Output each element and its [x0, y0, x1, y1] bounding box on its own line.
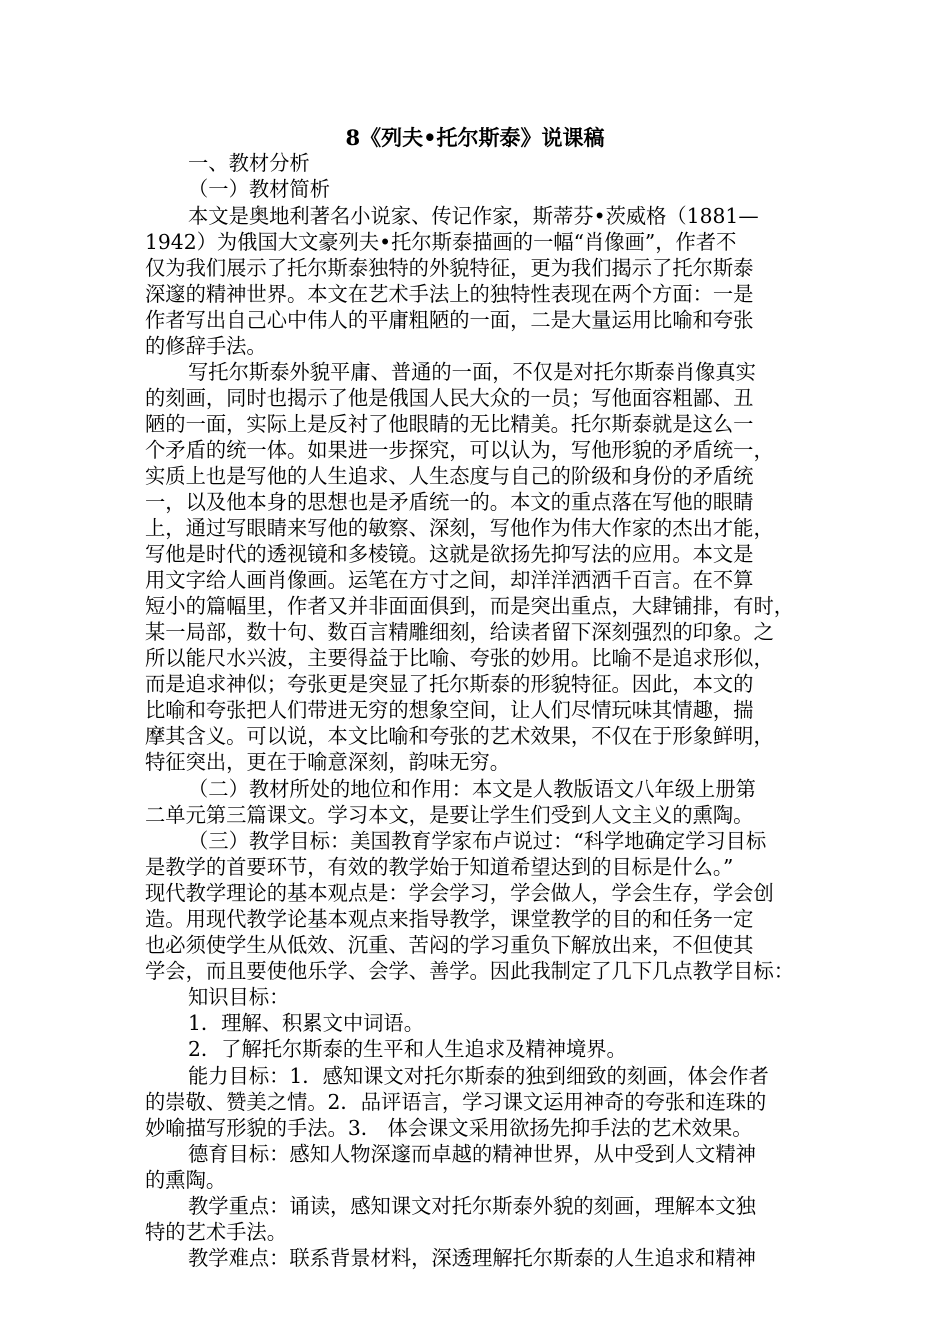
- list-item: 2．了解托尔斯泰的生平和人生追求及精神境界。: [188, 1037, 627, 1061]
- paragraph-line: 德育目标：感知人物深邃而卓越的精神世界，从中受到人文精神: [188, 1142, 756, 1166]
- paragraph-line: 写他是时代的透视镜和多棱镜。这就是欲扬先抑写法的应用。本文是: [145, 542, 754, 566]
- paragraph-line: 比喻和夸张把人们带进无穷的想象空间，让人们尽情玩味其情趣，揣: [145, 698, 754, 722]
- paragraph-line: 的刻画，同时也揭示了他是俄国人民大众的一员；写他面容粗鄙、丑: [145, 386, 754, 410]
- paragraph-line: 一，以及他本身的思想也是矛盾统一的。本文的重点落在写他的眼睛: [145, 490, 754, 514]
- paragraph-line: 1942）为俄国大文豪列夫•托尔斯泰描画的一幅“肖像画”，作者不: [145, 230, 737, 254]
- paragraph-line: 造。用现代教学论基本观点来指导教学，课堂教学的目的和任务一定: [145, 907, 754, 931]
- paragraph-line: 摩其含义。可以说，本文比喻和夸张的艺术效果，不仅在于形象鲜明，: [145, 724, 774, 748]
- paragraph-line: 实质上也是写他的人生追求、人生态度与自己的阶级和身份的矛盾统: [145, 464, 754, 488]
- paragraph-line: 所以能尺水兴波，主要得益于比喻、夸张的妙用。比喻不是追求形似，: [145, 646, 774, 670]
- paragraph-line: 现代教学理论的基本观点是：学会学习，学会做人，学会生存，学会创: [145, 881, 774, 905]
- paragraph-line: 深邃的精神世界。本文在艺术手法上的独特性表现在两个方面：一是: [145, 282, 754, 306]
- paragraph-line: 学会，而且要使他乐学、会学、善学。因此我制定了几下几点教学目标：: [145, 959, 795, 983]
- paragraph-line: 是教学的首要环节，有效的教学始于知道希望达到的目标是什么。”: [145, 855, 734, 879]
- list-item: 1．理解、积累文中词语。: [188, 1011, 424, 1035]
- paragraph-line: （二）教材所处的地位和作用：本文是人教版语文八年级上册第: [188, 777, 756, 801]
- paragraph-line: 某一局部，数十句、数百言精雕细刻，给读者留下深刻强烈的印象。之: [145, 620, 774, 644]
- paragraph-line: 也必须使学生从低效、沉重、苦闷的学习重负下解放出来，不但使其: [145, 933, 754, 957]
- paragraph-line: 教学重点：诵读，感知课文对托尔斯泰外貌的刻画，理解本文独: [188, 1194, 756, 1218]
- paragraph-line: 上，通过写眼睛来写他的敏察、深刻，写他作为伟大作家的杰出才能，: [145, 516, 774, 540]
- paragraph-line: 二单元第三篇课文。学习本文，是要让学生们受到人文主义的熏陶。: [145, 803, 754, 827]
- paragraph-line: 短小的篇幅里，作者又并非面面俱到，而是突出重点，大肆铺排，有时，: [145, 594, 795, 618]
- subsection-heading: （一）教材简析: [188, 177, 330, 201]
- paragraph-line: 能力目标：1．感知课文对托尔斯泰的独到细致的刻画，体会作者: [188, 1064, 769, 1088]
- paragraph-line: 的修辞手法。: [145, 334, 267, 358]
- paragraph-line: 妙喻描写形貌的手法。3． 体会课文采用欲扬先抑手法的艺术效果。: [145, 1116, 753, 1140]
- paragraph-line: 特征突出，更在于喻意深刻，韵味无穷。: [145, 750, 511, 774]
- document-title: 8《列夫•托尔斯泰》说课稿: [345, 125, 605, 150]
- paragraph-line: 的熏陶。: [145, 1168, 227, 1192]
- paragraph-line: 教学难点：联系背景材料，深透理解托尔斯泰的人生追求和精神: [188, 1246, 756, 1270]
- paragraph-line: 用文字给人画肖像画。运笔在方寸之间，却洋洋洒洒千百言。在不算: [145, 568, 754, 592]
- paragraph-line: 特的艺术手法。: [145, 1220, 287, 1244]
- paragraph-line: 而是追求神似；夸张更是突显了托尔斯泰的形貌特征。因此，本文的: [145, 672, 754, 696]
- list-heading: 知识目标：: [188, 985, 290, 1009]
- paragraph-line: 的崇敬、赞美之情。2．品评语言，学习课文运用神奇的夸张和连珠的: [145, 1090, 767, 1114]
- paragraph-line: 个矛盾的统一体。如果进一步探究，可以认为，写他形貌的矛盾统一，: [145, 438, 774, 462]
- paragraph-line: 本文是奥地利著名小说家、传记作家，斯蒂芬•茨威格（1881—: [188, 204, 759, 228]
- paragraph-line: 仅为我们展示了托尔斯泰独特的外貌特征，更为我们揭示了托尔斯泰: [145, 256, 754, 280]
- paragraph-line: （三）教学目标：美国教育学家布卢说过：“科学地确定学习目标: [188, 829, 767, 853]
- section-heading: 一、教材分析: [188, 151, 310, 175]
- paragraph-line: 写托尔斯泰外貌平庸、普通的一面，不仅是对托尔斯泰肖像真实: [188, 360, 756, 384]
- paragraph-line: 陋的一面，实际上是反衬了他眼睛的无比精美。托尔斯泰就是这么一: [145, 412, 754, 436]
- paragraph-line: 作者写出自己心中伟人的平庸粗陋的一面，二是大量运用比喻和夸张: [145, 308, 754, 332]
